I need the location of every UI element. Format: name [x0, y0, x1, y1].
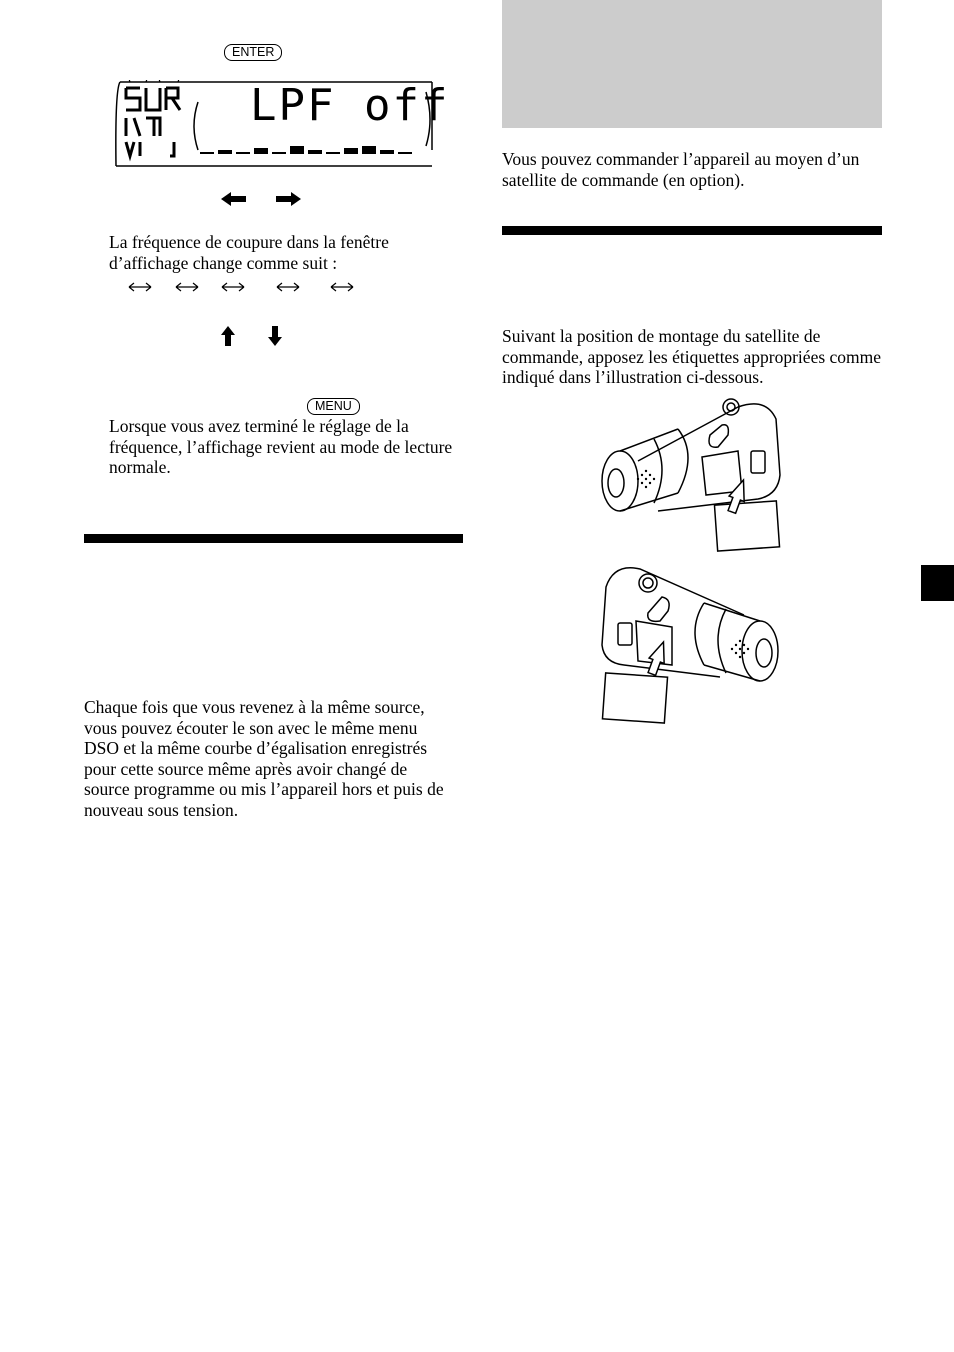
- arrow-up-icon: [221, 326, 235, 346]
- label-instruction-text: Suivant la position de montage du satellite de commande, apposez les étiquettes appropriées comme indiqué dans l’illustration ci-dessous.: [502, 326, 882, 387]
- finish-adjust-text: Lorsque vous avez terminé le réglage de la fréquence, l’affichage revient au mode de lecture normale.: [109, 416, 453, 477]
- section-rule-right: [502, 226, 882, 235]
- header-gray-block: [502, 0, 882, 128]
- arrow-down-icon: [268, 326, 282, 346]
- arrow-right-icon: [275, 192, 301, 206]
- intro-text: Vous pouvez commander l’appareil au moyen d’un satellite de commande (en option).: [502, 149, 860, 190]
- frequency-step-text: La fréquence de coupure dans la fenêtre d’affichage change comme suit :: [109, 232, 389, 273]
- memory-text: Chaque fois que vous revenez à la même source, vous pouvez écouter le son avec le même menu DSO et la même courbe d’égalisation enregistrés pour cette source même après avoir changé de source programme ou mis l’appareil hors et puis de nouveau sous tension.: [84, 697, 444, 820]
- menu-key-label: MENU: [307, 398, 360, 415]
- double-arrow-icon: [276, 282, 300, 292]
- double-arrow-icon: [128, 282, 152, 292]
- arrow-left-icon: [221, 192, 247, 206]
- double-arrow-icon: [175, 282, 199, 292]
- double-arrow-icon: [221, 282, 245, 292]
- lcd-segment-text: LPF off: [250, 80, 450, 131]
- rotary-commander-illustration-top: [598, 395, 784, 555]
- enter-key-label: ENTER: [224, 44, 282, 61]
- page-edge-tab: [921, 565, 954, 601]
- double-arrow-icon: [330, 282, 354, 292]
- rotary-commander-illustration-bottom: [600, 565, 784, 727]
- section-rule-left: [84, 534, 463, 543]
